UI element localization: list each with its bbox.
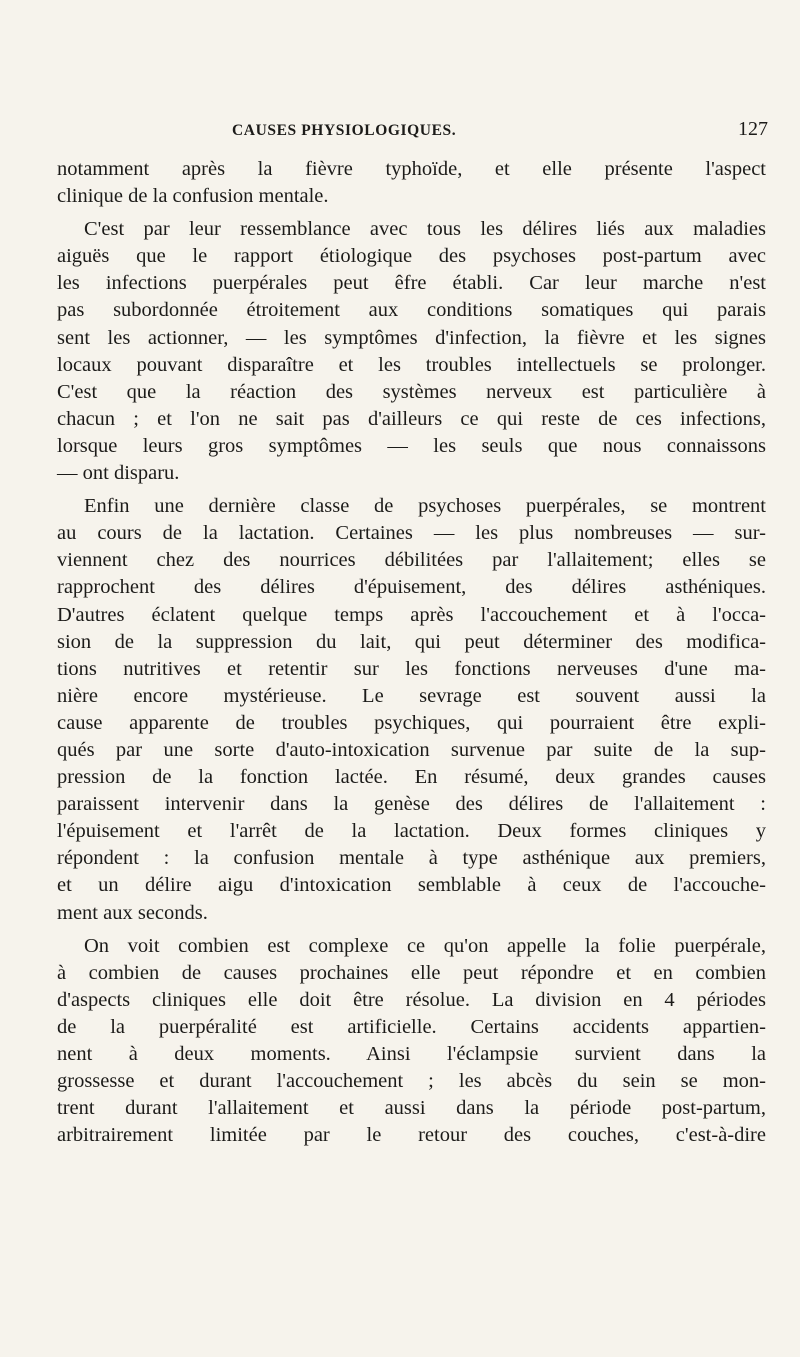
- text-line: trent durant l'allaitement et aussi dans la période post-partum,: [57, 1097, 766, 1120]
- text-line: notamment après la fièvre typhoïde, et elle présente l'aspect: [57, 158, 766, 180]
- text-line: clinique de la confusion mentale.: [57, 185, 329, 208]
- text-line: C'est par leur ressemblance avec tous les délires liés aux maladies: [84, 218, 766, 241]
- text-line: l'épuisement et l'arrêt de la lactation. Deux formes cliniques y: [57, 820, 766, 843]
- text-line: les infections puerpérales peut êfre établi. Car leur marche n'est: [57, 272, 766, 295]
- text-line: de la puerpéralité est artificielle. Certains accidents appartien-: [57, 1015, 766, 1038]
- text-line: — ont disparu.: [57, 462, 180, 485]
- text-line: rapprochent des délires d'épuisement, des délires asthéniques.: [57, 576, 766, 599]
- text-line: chacun ; et l'on ne sait pas d'ailleurs ce qui reste de ces infections,: [57, 407, 766, 430]
- text-line: sent les actionner, — les symptômes d'infection, la fièvre et les signes: [57, 326, 766, 349]
- text-line: locaux pouvant disparaître et les troubles intellectuels se prolonger.: [57, 353, 766, 376]
- text-line: sion de la suppression du lait, qui peut déterminer des modifica-: [57, 630, 766, 653]
- text-line: répondent : la confusion mentale à type asthénique aux premiers,: [57, 847, 766, 870]
- text-line: cause apparente de troubles psychiques, qui pourraient être expli-: [57, 711, 766, 734]
- text-line: tions nutritives et retentir sur les fonctions nerveuses d'une ma-: [57, 657, 766, 680]
- text-line: aiguës que le rapport étiologique des psychoses post-partum avec: [57, 245, 766, 268]
- text-line: On voit combien est complexe ce qu'on appelle la folie puerpérale,: [84, 934, 766, 957]
- text-line: qués par une sorte d'auto-intoxication survenue par suite de la sup-: [57, 738, 766, 761]
- text-line: pression de la fonction lactée. En résumé, deux grandes causes: [57, 766, 766, 789]
- paragraph: [57, 933, 766, 1150]
- text-line: nent à deux moments. Ainsi l'éclampsie survient dans la: [57, 1043, 766, 1065]
- text-line: C'est que la réaction des systèmes nerveux est particulière à: [57, 380, 766, 403]
- text-line: et un délire aigu d'intoxication semblable à ceux de l'accouche-: [57, 874, 766, 897]
- text-line: pas subordonnée étroitement aux conditions somatiques qui parais: [57, 299, 766, 322]
- text-line: ment aux seconds.: [57, 901, 208, 924]
- paragraph: [57, 216, 766, 487]
- running-head: [0, 118, 800, 152]
- text-line: arbitrairement limitée par le retour des couches, c'est-à-dire: [57, 1124, 766, 1147]
- paragraph: [57, 493, 766, 927]
- text-line: au cours de la lactation. Certaines — les plus nombreuses — sur-: [57, 522, 766, 545]
- text-line: d'aspects cliniques elle doit être résolue. La division en 4 périodes: [57, 988, 766, 1011]
- text-line: lorsque leurs gros symptômes — les seuls que nous connaissons: [57, 434, 766, 457]
- text-line: paraissent intervenir dans la genèse des délires de l'allaitement :: [57, 793, 766, 816]
- body-text: [57, 156, 766, 1149]
- paragraph: [57, 156, 766, 210]
- text-line: grossesse et durant l'accouchement ; les abcès du sein se mon-: [57, 1070, 766, 1093]
- text-line: D'autres éclatent quelque temps après l'accouchement et à l'occa-: [57, 603, 766, 626]
- text-line: à combien de causes prochaines elle peut répondre et en combien: [57, 961, 766, 984]
- text-line: Enfin une dernière classe de psychoses puerpérales, se montrent: [84, 495, 766, 518]
- text-line: viennent chez des nourrices débilitées par l'allaitement; elles se: [57, 549, 766, 572]
- text-line: nière encore mystérieuse. Le sevrage est souvent aussi la: [57, 684, 766, 707]
- running-title: CAUSES PHYSIOLOGIQUES.: [232, 122, 457, 139]
- page-number: 127: [738, 118, 768, 140]
